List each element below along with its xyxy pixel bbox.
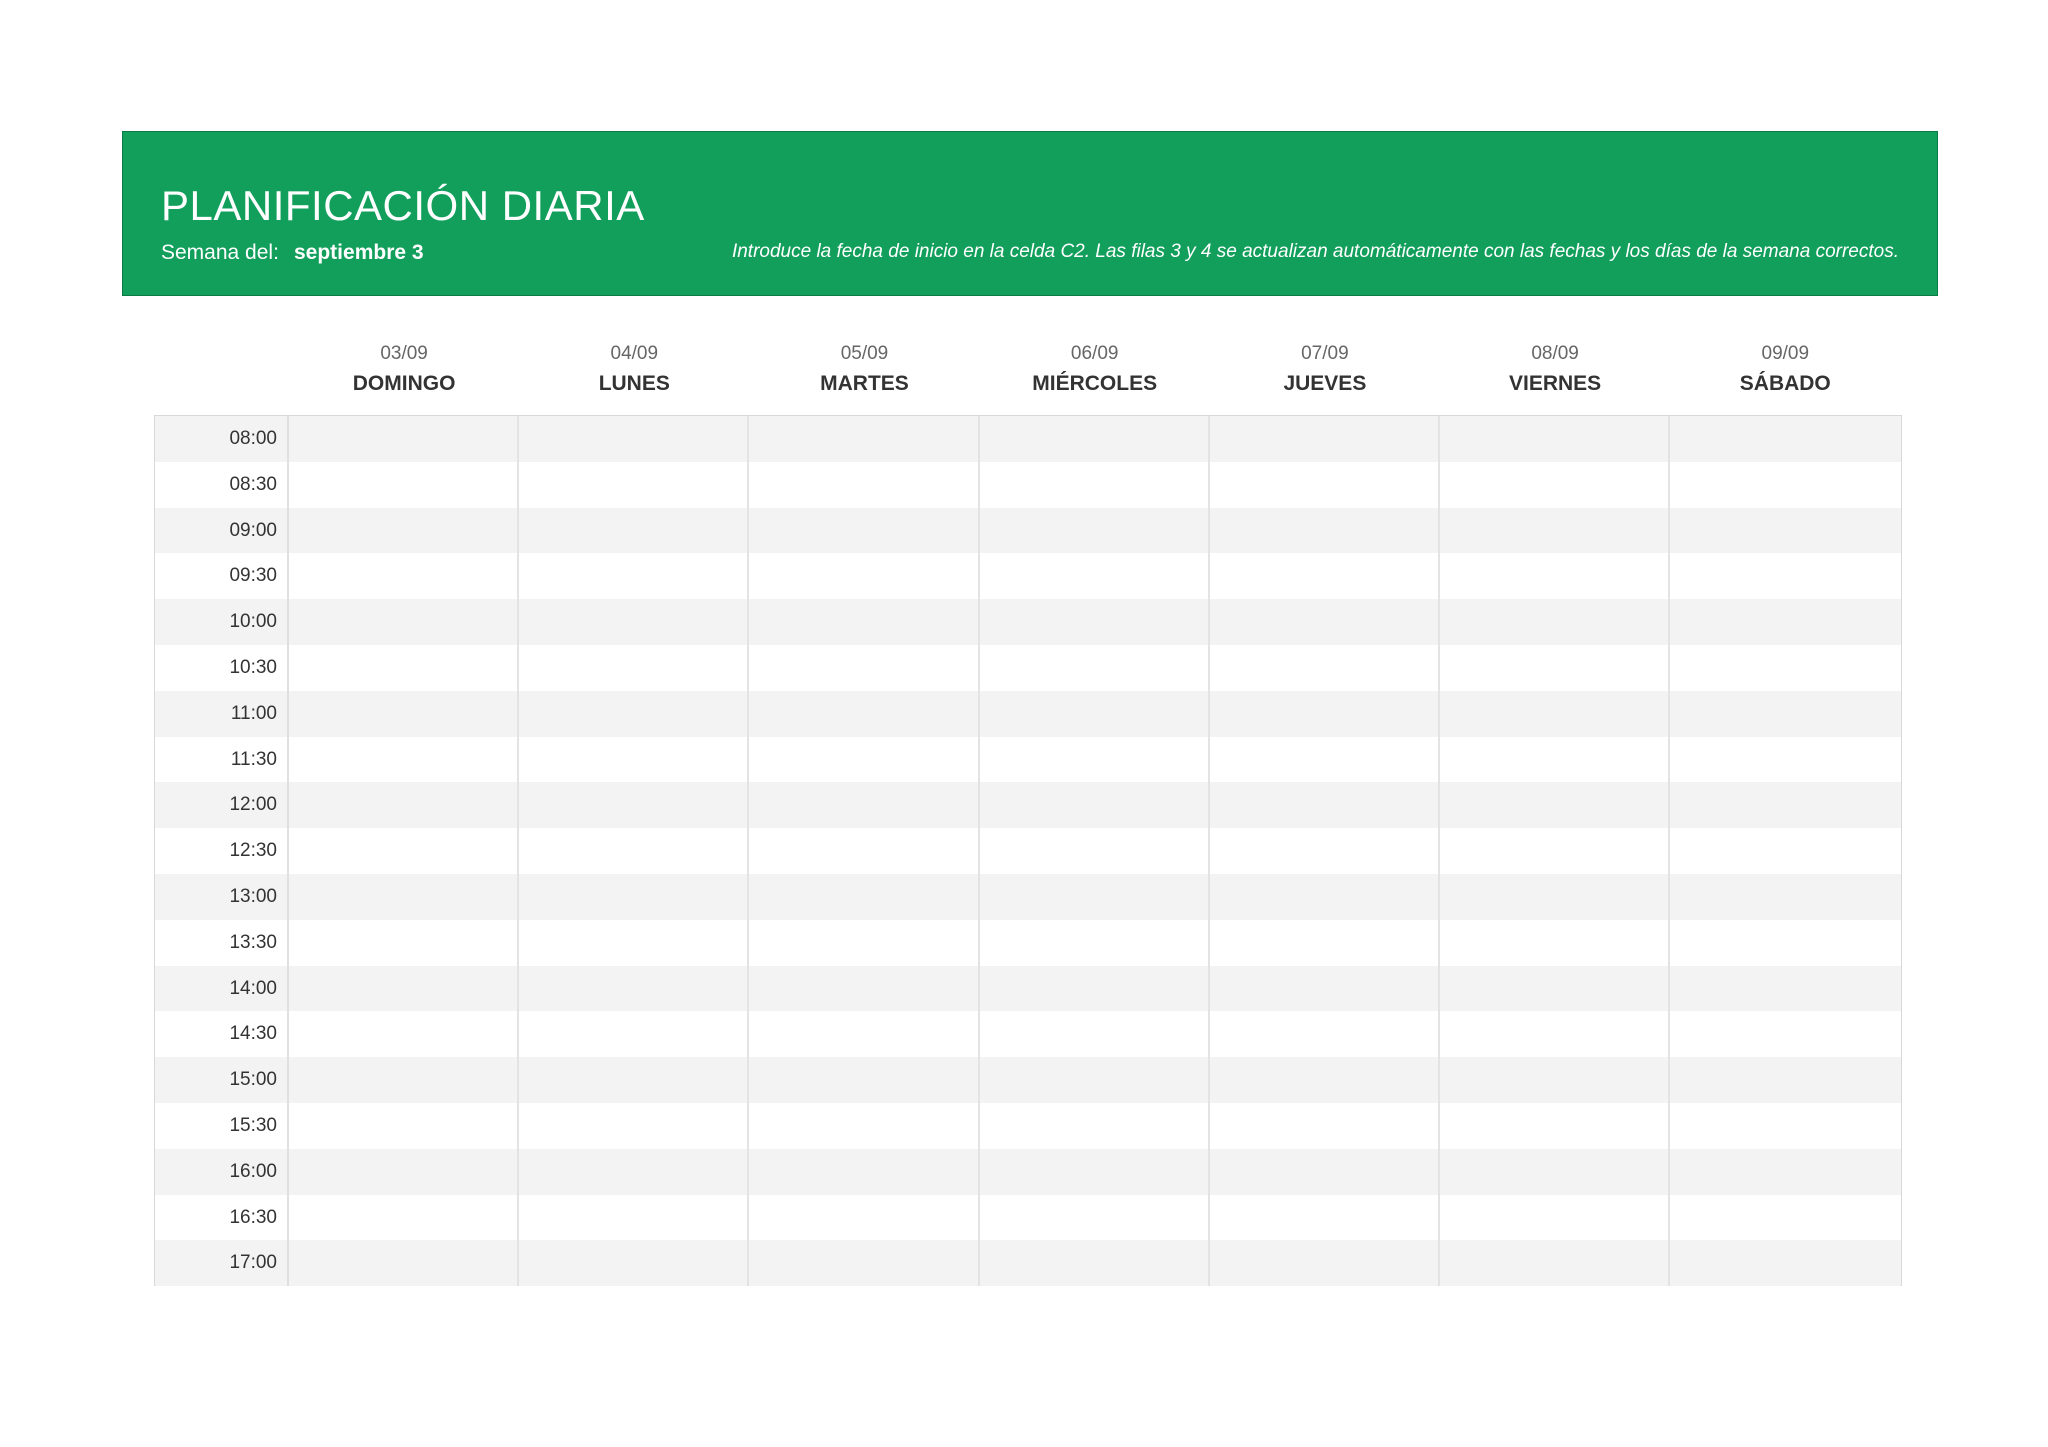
schedule-cell[interactable] [1440, 1057, 1670, 1103]
schedule-cell[interactable] [749, 782, 979, 828]
day-name: VIERNES [1508, 372, 1602, 395]
instructions-text: Introduce la fecha de inicio en la celda C2. Las filas 3 y 4 se actualizan automáticamente con las fechas y los días de la semana correctos. [731, 241, 1899, 262]
schedule-cell[interactable] [1670, 1011, 1900, 1057]
schedule-cell[interactable] [1440, 782, 1670, 828]
schedule-cell[interactable] [1440, 828, 1670, 874]
time-slot-row [155, 599, 1901, 645]
schedule-cell[interactable] [749, 645, 979, 691]
schedule-cell[interactable] [1210, 828, 1440, 874]
schedule-cell[interactable] [1210, 508, 1440, 554]
schedule-grid [154, 415, 1902, 1286]
schedule-cell[interactable] [1440, 599, 1670, 645]
time-label: 13:00 [155, 874, 289, 920]
day-name: SÁBADO [1739, 372, 1831, 395]
time-slot-row [155, 737, 1901, 783]
schedule-cell[interactable] [749, 920, 979, 966]
schedule-cell[interactable] [289, 1011, 519, 1057]
schedule-cell[interactable] [980, 966, 1210, 1012]
schedule-cell[interactable] [289, 874, 519, 920]
schedule-cell[interactable] [289, 737, 519, 783]
schedule-cell[interactable] [1210, 645, 1440, 691]
day-name: DOMINGO [352, 372, 456, 395]
schedule-cell[interactable] [519, 508, 749, 554]
schedule-cell[interactable] [1440, 737, 1670, 783]
schedule-cell[interactable] [1440, 462, 1670, 508]
schedule-cell[interactable] [1210, 1240, 1440, 1286]
schedule-cell[interactable] [1210, 1103, 1440, 1149]
schedule-cell[interactable] [749, 553, 979, 599]
time-slot-row [155, 1103, 1901, 1149]
schedule-cell[interactable] [289, 966, 519, 1012]
time-slot-row [155, 462, 1901, 508]
schedule-cell[interactable] [289, 599, 519, 645]
day-header [289, 340, 519, 410]
time-slot-row [155, 874, 1901, 920]
schedule-cell[interactable] [1440, 645, 1670, 691]
schedule-cell[interactable] [980, 691, 1210, 737]
time-slot-row [155, 691, 1901, 737]
day-header [749, 340, 979, 410]
schedule-cell[interactable] [1670, 874, 1900, 920]
time-label: 09:00 [155, 508, 289, 554]
schedule-cell[interactable] [1670, 691, 1900, 737]
schedule-cell[interactable] [1670, 599, 1900, 645]
schedule-cell[interactable] [749, 462, 979, 508]
schedule-cell[interactable] [519, 737, 749, 783]
schedule-cell[interactable] [1210, 1011, 1440, 1057]
schedule-cell[interactable] [519, 1240, 749, 1286]
time-slot-row [155, 920, 1901, 966]
schedule-cell[interactable] [980, 1057, 1210, 1103]
schedule-cell[interactable] [289, 828, 519, 874]
schedule-cell[interactable] [289, 1195, 519, 1241]
schedule-cell[interactable] [289, 645, 519, 691]
schedule-cell[interactable] [519, 462, 749, 508]
time-slot-row [155, 508, 1901, 554]
schedule-cell[interactable] [1670, 828, 1900, 874]
time-slot-row [155, 1011, 1901, 1057]
schedule-cell[interactable] [980, 782, 1210, 828]
schedule-cell[interactable] [749, 1240, 979, 1286]
schedule-cell[interactable] [980, 1195, 1210, 1241]
time-label: 13:30 [155, 920, 289, 966]
schedule-cell[interactable] [1440, 553, 1670, 599]
schedule-cell[interactable] [289, 920, 519, 966]
schedule-cell[interactable] [1670, 462, 1900, 508]
schedule-cell[interactable] [1440, 1011, 1670, 1057]
time-slot-row [155, 1149, 1901, 1195]
time-slot-row [155, 553, 1901, 599]
day-name: MARTES [820, 372, 909, 395]
schedule-cell[interactable] [980, 1011, 1210, 1057]
time-slot-row [155, 416, 1901, 462]
schedule-cell[interactable] [749, 1011, 979, 1057]
schedule-cell[interactable] [1670, 1149, 1900, 1195]
schedule-cell[interactable] [1440, 416, 1670, 462]
schedule-cell[interactable] [289, 1149, 519, 1195]
schedule-cell[interactable] [749, 416, 979, 462]
schedule-cell[interactable] [519, 691, 749, 737]
schedule-cell[interactable] [1440, 1195, 1670, 1241]
schedule-cell[interactable] [1440, 874, 1670, 920]
schedule-cell[interactable] [519, 1149, 749, 1195]
day-header [980, 340, 1210, 410]
schedule-cell[interactable] [1670, 416, 1900, 462]
schedule-cell[interactable] [1210, 599, 1440, 645]
time-label: 14:30 [155, 1011, 289, 1057]
time-label: 14:00 [155, 966, 289, 1012]
time-label: 15:00 [155, 1057, 289, 1103]
schedule-cell[interactable] [1670, 508, 1900, 554]
day-header [1670, 340, 1900, 410]
schedule-cell[interactable] [980, 645, 1210, 691]
schedule-cell[interactable] [1210, 737, 1440, 783]
day-date: 04/09 [610, 343, 659, 364]
time-label: 16:00 [155, 1149, 289, 1195]
schedule-cell[interactable] [749, 737, 979, 783]
schedule-cell[interactable] [289, 1240, 519, 1286]
schedule-cell[interactable] [289, 1103, 519, 1149]
schedule-cell[interactable] [980, 828, 1210, 874]
schedule-cell[interactable] [1670, 966, 1900, 1012]
schedule-cell[interactable] [1670, 1057, 1900, 1103]
schedule-cell[interactable] [1210, 691, 1440, 737]
schedule-cell[interactable] [519, 966, 749, 1012]
day-date: 08/09 [1531, 343, 1579, 364]
schedule-cell[interactable] [519, 1011, 749, 1057]
day-date: 09/09 [1761, 343, 1810, 364]
schedule-cell[interactable] [980, 1149, 1210, 1195]
schedule-cell[interactable] [519, 874, 749, 920]
schedule-cell[interactable] [749, 508, 979, 554]
week-label: Semana del: [161, 241, 279, 264]
schedule-cell[interactable] [519, 599, 749, 645]
schedule-cell[interactable] [749, 1057, 979, 1103]
schedule-cell[interactable] [1670, 1103, 1900, 1149]
time-label: 17:00 [155, 1240, 289, 1286]
time-slot-row [155, 1240, 1901, 1286]
schedule-cell[interactable] [1210, 874, 1440, 920]
time-slot-row [155, 1195, 1901, 1241]
schedule-cell[interactable] [289, 1057, 519, 1103]
schedule-cell[interactable] [1440, 1103, 1670, 1149]
schedule-cell[interactable] [980, 737, 1210, 783]
schedule-cell[interactable] [1670, 782, 1900, 828]
schedule-cell[interactable] [519, 828, 749, 874]
schedule-cell[interactable] [980, 920, 1210, 966]
time-label: 12:30 [155, 828, 289, 874]
time-label: 08:00 [155, 416, 289, 462]
schedule-cell[interactable] [749, 1195, 979, 1241]
schedule-cell[interactable] [289, 691, 519, 737]
header-banner [122, 131, 1938, 296]
schedule-cell[interactable] [1670, 920, 1900, 966]
time-slot-row [155, 782, 1901, 828]
schedule-cell[interactable] [980, 416, 1210, 462]
schedule-cell[interactable] [1210, 1149, 1440, 1195]
day-header [519, 340, 749, 410]
schedule-cell[interactable] [1210, 782, 1440, 828]
schedule-cell[interactable] [749, 828, 979, 874]
schedule-cell[interactable] [980, 508, 1210, 554]
schedule-cell[interactable] [1210, 1195, 1440, 1241]
time-slot-row [155, 966, 1901, 1012]
schedule-cell[interactable] [1670, 1240, 1900, 1286]
schedule-cell[interactable] [1440, 508, 1670, 554]
schedule-cell[interactable] [749, 1149, 979, 1195]
day-date: 05/09 [840, 343, 889, 364]
time-label: 11:30 [155, 737, 289, 783]
schedule-cell[interactable] [289, 782, 519, 828]
schedule-cell[interactable] [749, 966, 979, 1012]
day-name: JUEVES [1283, 372, 1367, 395]
time-label: 15:30 [155, 1103, 289, 1149]
schedule-cell[interactable] [1210, 1057, 1440, 1103]
day-name: MIÉRCOLES [1032, 372, 1158, 395]
schedule-cell[interactable] [749, 1103, 979, 1149]
schedule-cell[interactable] [519, 553, 749, 599]
schedule-cell[interactable] [289, 462, 519, 508]
week-start-value[interactable]: septiembre 3 [294, 241, 424, 264]
schedule-cell[interactable] [1440, 1149, 1670, 1195]
schedule-cell[interactable] [1670, 1195, 1900, 1241]
schedule-cell[interactable] [1210, 416, 1440, 462]
schedule-cell[interactable] [1670, 645, 1900, 691]
schedule-cell[interactable] [519, 782, 749, 828]
schedule-cell[interactable] [980, 1103, 1210, 1149]
time-label: 10:30 [155, 645, 289, 691]
schedule-cell[interactable] [749, 691, 979, 737]
schedule-cell[interactable] [519, 920, 749, 966]
schedule-cell[interactable] [519, 1195, 749, 1241]
day-date: 06/09 [1070, 343, 1119, 364]
schedule-cell[interactable] [1210, 462, 1440, 508]
time-slot-row [155, 828, 1901, 874]
schedule-cell[interactable] [1210, 966, 1440, 1012]
schedule-cell[interactable] [980, 462, 1210, 508]
schedule-cell[interactable] [1440, 920, 1670, 966]
schedule-cell[interactable] [749, 599, 979, 645]
schedule-cell[interactable] [980, 553, 1210, 599]
schedule-cell[interactable] [289, 553, 519, 599]
time-label: 16:30 [155, 1195, 289, 1241]
schedule-cell[interactable] [519, 416, 749, 462]
time-label: 10:00 [155, 599, 289, 645]
schedule-cell[interactable] [289, 508, 519, 554]
schedule-cell[interactable] [289, 416, 519, 462]
day-name: LUNES [598, 372, 670, 395]
schedule-cell[interactable] [1670, 737, 1900, 783]
schedule-cell[interactable] [980, 874, 1210, 920]
day-header [1440, 340, 1670, 410]
time-label: 11:00 [155, 691, 289, 737]
schedule-cell[interactable] [1210, 553, 1440, 599]
time-label: 09:30 [155, 553, 289, 599]
time-label: 08:30 [155, 462, 289, 508]
time-label: 12:00 [155, 782, 289, 828]
page-title: PLANIFICACIÓN DIARIA [161, 182, 645, 229]
schedule-cell[interactable] [1670, 553, 1900, 599]
schedule-cell[interactable] [1440, 966, 1670, 1012]
day-date: 07/09 [1301, 343, 1349, 364]
time-slot-row [155, 645, 1901, 691]
day-date: 03/09 [380, 343, 428, 364]
schedule-cell[interactable] [519, 645, 749, 691]
time-slot-row [155, 1057, 1901, 1103]
schedule-cell[interactable] [980, 599, 1210, 645]
schedule-cell[interactable] [1440, 691, 1670, 737]
schedule-cell[interactable] [980, 1240, 1210, 1286]
schedule-cell[interactable] [1210, 920, 1440, 966]
schedule-cell[interactable] [1440, 1240, 1670, 1286]
schedule-cell[interactable] [749, 874, 979, 920]
day-header [1210, 340, 1440, 410]
schedule-cell[interactable] [519, 1103, 749, 1149]
schedule-cell[interactable] [519, 1057, 749, 1103]
